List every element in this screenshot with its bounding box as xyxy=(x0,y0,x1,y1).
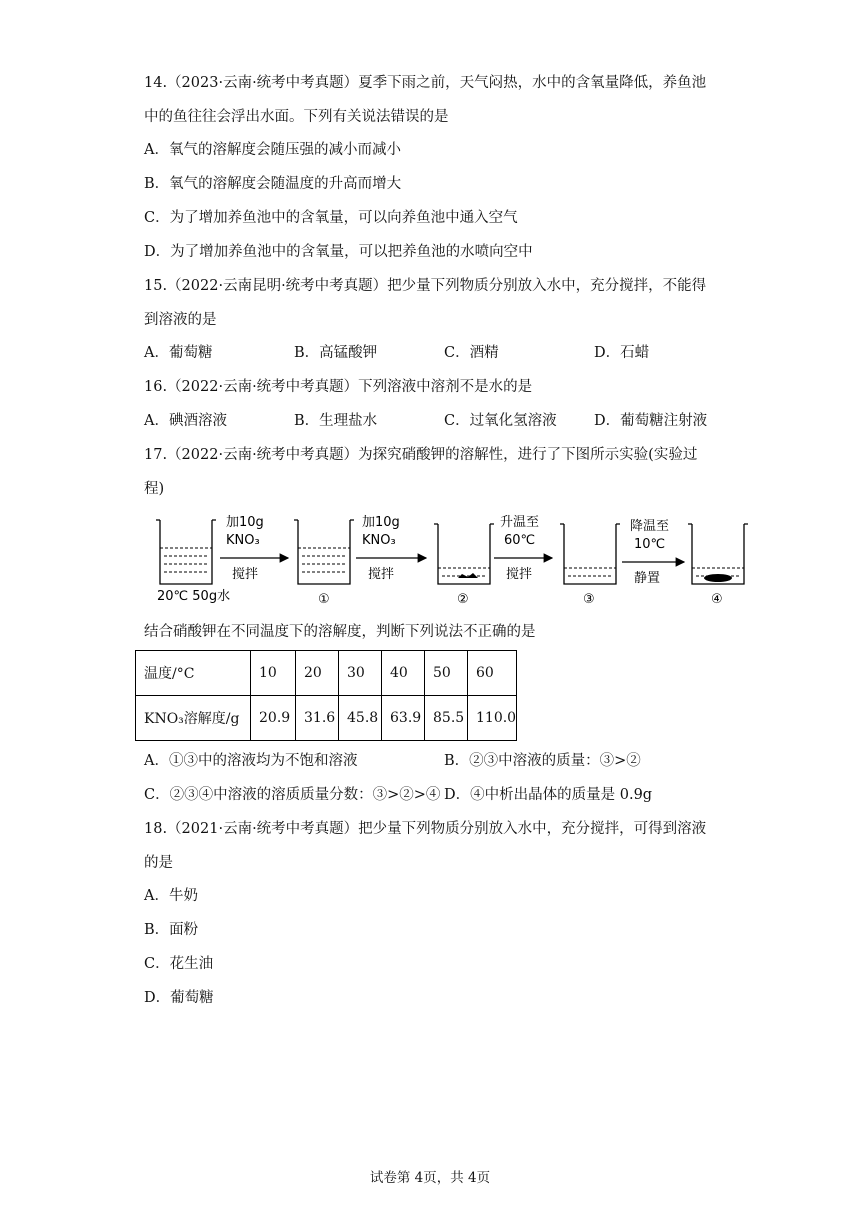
table-cell: 60 xyxy=(468,651,517,696)
q15-option-a: A．葡萄糖 xyxy=(144,345,213,361)
q17-stem-line1: 17.（2022·云南·统考中考真题）为探究硝酸钾的溶解性，进行了下图所示实验(实验过 xyxy=(144,447,698,463)
q18-stem-line1: 18.（2021·云南·统考中考真题）把少量下列物质分别放入水中，充分搅拌，可得到溶液 xyxy=(144,821,707,837)
q16-options xyxy=(144,411,708,431)
step4-arrow xyxy=(622,519,684,586)
q15-option-d: D．石蜡 xyxy=(594,345,650,361)
step1-label-bottom: 搅拌 xyxy=(232,567,259,582)
q17-options-row1 xyxy=(144,751,704,771)
step3-arrow xyxy=(494,515,552,582)
table-row-solubility xyxy=(136,696,517,741)
step4-label-top2: 10℃ xyxy=(634,537,666,552)
table-cell: 110.0 xyxy=(468,696,517,741)
q17-table-intro: 结合硝酸钾在不同温度下的溶解度，判断下列说法不正确的是 xyxy=(144,624,536,640)
q16-option-a: A．碘酒溶液 xyxy=(144,413,227,429)
step3-label-top2: 60℃ xyxy=(504,533,536,548)
q14-stem-line1: 14.（2023·云南·统考中考真题）夏季下雨之前，天气闷热，水中的含氧量降低，养鱼池 xyxy=(144,75,707,91)
q18-option-d: D．葡萄糖 xyxy=(144,990,214,1006)
page-footer: 试卷第 4页，共 4页 xyxy=(369,1170,491,1186)
q17-stem-line2: 程) xyxy=(144,481,165,497)
step1-arrow xyxy=(220,514,288,582)
q15-option-b: B．高锰酸钾 xyxy=(294,345,378,361)
beaker-3 xyxy=(560,524,620,607)
q17-option-c: C．②③④中溶液的溶质质量分数：③>②>④ xyxy=(144,787,441,803)
q17-option-a: A．①③中的溶液均为不饱和溶液 xyxy=(144,753,358,769)
q16-option-c: C．过氧化氢溶液 xyxy=(444,413,557,429)
q16-stem: 16.（2022·云南·统考中考真题）下列溶液中溶剂不是水的是 xyxy=(144,379,533,395)
q17-option-b: B．②③中溶液的质量：③>② xyxy=(444,753,641,769)
table-cell: 45.8 xyxy=(339,696,382,741)
step3-label-bottom: 搅拌 xyxy=(506,567,533,582)
step1-label-top1: 加10g xyxy=(226,515,264,530)
q14-stem-line2: 中的鱼往往会浮出水面。下列有关说法错误的是 xyxy=(144,109,449,125)
table-cell: 63.9 xyxy=(382,696,425,741)
beaker-2-label: ② xyxy=(457,592,469,607)
q18-option-c: C．花生油 xyxy=(144,956,214,972)
experiment-diagram xyxy=(140,512,760,612)
table-cell: 20.9 xyxy=(251,696,296,741)
step2-label-bottom: 搅拌 xyxy=(368,567,395,582)
beaker-1 xyxy=(294,520,354,607)
table-cell: 10 xyxy=(251,651,296,696)
step4-label-top1: 降温至 xyxy=(630,519,670,534)
q16-option-b: B．生理盐水 xyxy=(294,413,378,429)
q17-option-d: D．④中析出晶体的质量是 0.9g xyxy=(444,787,653,803)
step3-label-top1: 升温至 xyxy=(500,515,540,530)
step2-label-top1: 加10g xyxy=(362,515,400,530)
beaker-4-label: ④ xyxy=(711,592,723,607)
start-condition-label: 20℃ 50g水 xyxy=(157,589,231,604)
beaker-1-label: ① xyxy=(318,592,330,607)
q16-option-d: D．葡萄糖注射液 xyxy=(594,413,708,429)
step2-label-top2: KNO₃ xyxy=(362,533,396,548)
q15-options xyxy=(144,343,704,363)
q14-option-a: A．氧气的溶解度会随压强的减小而减小 xyxy=(144,142,401,158)
solubility-table xyxy=(135,650,517,741)
step4-label-bottom: 静置 xyxy=(634,571,661,586)
beaker-2 xyxy=(434,524,494,607)
q18-stem-line2: 的是 xyxy=(144,855,173,871)
q15-stem-line2: 到溶液的是 xyxy=(144,312,217,328)
table-header-solubility: KNO₃溶解度/g xyxy=(136,696,251,741)
step2-arrow xyxy=(356,514,426,582)
q15-stem-line1: 15.（2022·云南昆明·统考中考真题）把少量下列物质分别放入水中，充分搅拌，不能得 xyxy=(144,278,707,294)
q14-option-c: C．为了增加养鱼池中的含氧量，可以向养鱼池中通入空气 xyxy=(144,210,518,226)
q14-option-d: D．为了增加养鱼池中的含氧量，可以把养鱼池的水喷向空中 xyxy=(144,244,533,260)
q14-option-b: B．氧气的溶解度会随温度的升高而增大 xyxy=(144,176,402,192)
table-cell: 20 xyxy=(296,651,339,696)
beaker-3-label: ③ xyxy=(583,592,595,607)
table-row-temperature xyxy=(136,651,517,696)
q18-option-a: A．牛奶 xyxy=(144,888,198,904)
q17-options-row2 xyxy=(144,785,704,805)
table-cell: 85.5 xyxy=(425,696,468,741)
table-cell: 31.6 xyxy=(296,696,339,741)
beaker-4 xyxy=(688,524,748,607)
table-cell: 50 xyxy=(425,651,468,696)
beaker-start xyxy=(156,520,230,604)
table-cell: 40 xyxy=(382,651,425,696)
table-header-temperature: 温度/°C xyxy=(136,651,251,696)
q18-option-b: B．面粉 xyxy=(144,922,199,938)
table-cell: 30 xyxy=(339,651,382,696)
q15-option-c: C．酒精 xyxy=(444,345,499,361)
step1-label-top2: KNO₃ xyxy=(226,533,260,548)
